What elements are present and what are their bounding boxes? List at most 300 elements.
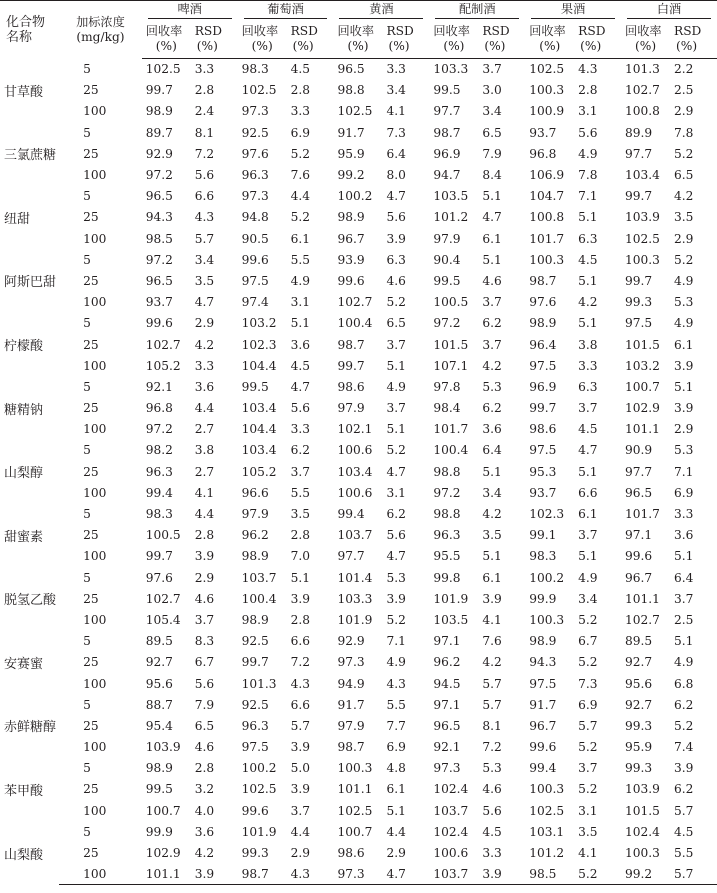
recovery-value: 95.9 bbox=[625, 740, 653, 755]
table-row bbox=[0, 567, 717, 588]
rsd-value: 5.6 bbox=[386, 528, 406, 543]
recovery-value: 94.8 bbox=[241, 210, 269, 225]
rsd-subheader: RSD (%) bbox=[289, 21, 334, 59]
spike-concentration: 100 bbox=[83, 422, 107, 437]
table-row bbox=[0, 376, 717, 397]
rsd-value: 7.2 bbox=[194, 146, 215, 161]
rsd-value: 3.7 bbox=[290, 803, 310, 818]
recovery-value: 92.5 bbox=[241, 697, 269, 712]
rsd-value: 7.2 bbox=[482, 740, 502, 755]
rsd-value: 4.7 bbox=[384, 864, 429, 885]
rsd-value: 3.7 bbox=[578, 761, 598, 776]
rsd-value: 2.9 bbox=[290, 846, 310, 861]
beverage-header-baijiu: 白酒 bbox=[621, 1, 717, 21]
recovery-value: 101.5 bbox=[625, 803, 660, 818]
recovery-value: 97.2 bbox=[145, 168, 173, 183]
rsd-subheader: RSD (%) bbox=[576, 21, 621, 59]
recovery-value: 100.9 bbox=[529, 104, 565, 119]
rsd-value: 3.7 bbox=[578, 528, 598, 543]
recovery-value: 101.5 bbox=[625, 337, 660, 352]
rsd-value: 2.9 bbox=[674, 104, 694, 119]
recovery-value: 101.7 bbox=[433, 422, 469, 437]
rsd-value: 3.7 bbox=[482, 62, 502, 77]
recovery-value: 102.7 bbox=[625, 612, 660, 627]
rsd-value: 8.1 bbox=[482, 718, 502, 733]
recovery-value: 101.3 bbox=[241, 676, 277, 691]
spike-concentration: 5 bbox=[83, 125, 91, 140]
recovery-value: 103.3 bbox=[433, 62, 469, 77]
recovery-value: 97.5 bbox=[529, 443, 557, 458]
table-row bbox=[0, 461, 717, 482]
rsd-value: 3.7 bbox=[482, 295, 502, 310]
recovery-value: 92.7 bbox=[625, 697, 653, 712]
rsd-value: 4.4 bbox=[194, 401, 215, 416]
rsd-value: 5.7 bbox=[674, 803, 694, 818]
recovery-value: 100.6 bbox=[337, 485, 373, 500]
compound-name: 赤鲜糖醇 bbox=[4, 720, 57, 736]
recovery-value: 97.9 bbox=[241, 507, 269, 522]
rsd-value: 3.1 bbox=[386, 485, 406, 500]
rsd-value: 5.6 bbox=[578, 125, 598, 140]
recovery-value: 98.5 bbox=[145, 231, 173, 246]
rsd-value: 5.3 bbox=[482, 761, 502, 776]
recovery-value: 97.7 bbox=[433, 104, 461, 119]
rsd-value: 3.1 bbox=[578, 803, 598, 818]
recovery-value: 93.7 bbox=[529, 485, 557, 500]
rsd-value: 7.9 bbox=[482, 146, 502, 161]
recovery-value: 97.1 bbox=[433, 634, 461, 649]
table-row bbox=[0, 355, 717, 376]
rsd-value: 6.7 bbox=[194, 655, 215, 670]
rsd-value: 6.2 bbox=[674, 697, 694, 712]
recovery-value: 96.8 bbox=[145, 401, 173, 416]
rsd-value: 5.2 bbox=[386, 443, 406, 458]
recovery-value: 93.7 bbox=[529, 125, 557, 140]
rsd-value: 4.5 bbox=[290, 62, 310, 77]
recovery-value: 97.5 bbox=[625, 316, 653, 331]
recovery-value: 103.5 bbox=[433, 612, 469, 627]
rsd-value: 2.2 bbox=[674, 62, 694, 77]
rsd-value: 3.9 bbox=[386, 591, 406, 606]
rsd-value: 3.0 bbox=[482, 83, 502, 98]
rsd-value: 4.2 bbox=[674, 189, 694, 204]
recovery-value: 103.9 bbox=[145, 740, 181, 755]
recovery-value: 103.7 bbox=[433, 803, 469, 818]
rsd-value: 6.2 bbox=[674, 782, 694, 797]
recovery-subheader: 回收率 (%) bbox=[333, 21, 384, 59]
table-row bbox=[0, 715, 717, 736]
recovery-subheader: 回收率 (%) bbox=[142, 21, 193, 59]
rsd-value: 3.9 bbox=[482, 591, 502, 606]
recovery-value: 99.7 bbox=[337, 358, 365, 373]
recovery-value: 102.7 bbox=[145, 591, 181, 606]
rsd-value: 5.1 bbox=[482, 549, 502, 564]
recovery-value: 98.9 bbox=[145, 104, 173, 119]
rsd-value: 2.9 bbox=[386, 846, 406, 861]
rsd-value: 3.8 bbox=[578, 337, 598, 352]
rsd-value: 3.5 bbox=[194, 273, 215, 288]
recovery-value: 103.4 bbox=[241, 443, 277, 458]
rsd-value: 3.3 bbox=[290, 422, 310, 437]
spike-concentration: 25 bbox=[83, 273, 99, 288]
table-row bbox=[0, 80, 717, 101]
recovery-value: 104.4 bbox=[241, 422, 277, 437]
rsd-value: 3.3 bbox=[386, 62, 406, 77]
rsd-value: 5.5 bbox=[386, 697, 406, 712]
recovery-value: 97.2 bbox=[433, 316, 461, 331]
rsd-value: 5.1 bbox=[578, 210, 598, 225]
compound-header-line1: 化合物 bbox=[6, 14, 46, 30]
spike-concentration: 5 bbox=[83, 697, 91, 712]
spike-concentration: 100 bbox=[83, 676, 107, 691]
recovery-value: 98.8 bbox=[337, 83, 365, 98]
recovery-value: 100.5 bbox=[145, 528, 181, 543]
compound-name: 阿斯巴甜 bbox=[4, 275, 57, 291]
recovery-value: 101.1 bbox=[625, 422, 660, 437]
rsd-value: 3.3 bbox=[674, 507, 694, 522]
recovery-value: 98.8 bbox=[433, 464, 461, 479]
rsd-value: 6.8 bbox=[674, 676, 694, 691]
recovery-value: 99.5 bbox=[433, 273, 461, 288]
recovery-value: 98.7 bbox=[529, 273, 557, 288]
rsd-value: 6.4 bbox=[482, 443, 502, 458]
rsd-value: 3.1 bbox=[290, 295, 310, 310]
rsd-value: 3.7 bbox=[578, 401, 598, 416]
rsd-value: 7.3 bbox=[386, 125, 406, 140]
recovery-value: 98.9 bbox=[241, 549, 269, 564]
rsd-value: 4.2 bbox=[482, 507, 502, 522]
spike-concentration: 100 bbox=[83, 549, 107, 564]
recovery-value: 98.7 bbox=[238, 864, 289, 885]
spike-concentration: 100 bbox=[83, 168, 107, 183]
table-row bbox=[0, 864, 717, 885]
recovery-value: 98.4 bbox=[433, 401, 461, 416]
rsd-value: 3.7 bbox=[482, 337, 502, 352]
rsd-value: 5.1 bbox=[290, 570, 310, 585]
recovery-value: 99.5 bbox=[241, 379, 269, 394]
recovery-value: 97.5 bbox=[241, 273, 269, 288]
rsd-value: 3.8 bbox=[194, 443, 215, 458]
rsd-value: 6.2 bbox=[386, 507, 406, 522]
rsd-value: 2.4 bbox=[194, 104, 215, 119]
rsd-value: 4.3 bbox=[289, 864, 334, 885]
recovery-value: 96.6 bbox=[241, 485, 269, 500]
compound-name: 安赛蜜 bbox=[4, 656, 44, 672]
recovery-value: 99.7 bbox=[241, 655, 269, 670]
recovery-value: 97.3 bbox=[241, 189, 269, 204]
spike-concentration: 100 bbox=[83, 104, 107, 119]
recovery-value: 96.5 bbox=[337, 62, 365, 77]
rsd-value: 4.9 bbox=[674, 655, 694, 670]
recovery-value: 89.5 bbox=[145, 634, 173, 649]
table-row bbox=[0, 419, 717, 440]
rsd-value: 6.5 bbox=[194, 718, 215, 733]
rsd-value: 5.1 bbox=[578, 316, 598, 331]
recovery-value: 97.9 bbox=[337, 718, 365, 733]
table-row bbox=[0, 652, 717, 673]
recovery-value: 99.3 bbox=[625, 718, 653, 733]
recovery-value: 104.4 bbox=[241, 358, 277, 373]
rsd-value: 4.5 bbox=[578, 422, 598, 437]
recovery-value: 103.2 bbox=[241, 316, 277, 331]
rsd-value: 4.2 bbox=[482, 655, 502, 670]
recovery-value: 92.7 bbox=[145, 655, 173, 670]
recovery-value: 91.7 bbox=[337, 125, 365, 140]
rsd-value: 5.5 bbox=[290, 252, 310, 267]
recovery-value: 95.5 bbox=[433, 549, 461, 564]
rsd-value: 2.8 bbox=[290, 528, 310, 543]
recovery-value: 99.6 bbox=[337, 273, 365, 288]
recovery-value: 95.3 bbox=[529, 464, 557, 479]
recovery-value: 103.1 bbox=[529, 824, 565, 839]
table-row bbox=[0, 207, 717, 228]
recovery-value: 98.9 bbox=[337, 210, 365, 225]
rsd-value: 5.1 bbox=[674, 379, 694, 394]
rsd-value: 3.5 bbox=[482, 528, 502, 543]
recovery-value: 92.5 bbox=[241, 125, 269, 140]
rsd-value: 5.7 bbox=[194, 231, 215, 246]
rsd-value: 6.1 bbox=[482, 570, 502, 585]
rsd-value: 5.2 bbox=[386, 295, 406, 310]
rsd-value: 5.2 bbox=[674, 146, 694, 161]
spike-concentration: 5 bbox=[83, 379, 91, 394]
beverage-header-yellow-wine: 黄酒 bbox=[333, 1, 429, 21]
table-row bbox=[0, 164, 717, 185]
compound-name: 三氯蔗糖 bbox=[4, 148, 57, 164]
recovery-value: 99.4 bbox=[145, 485, 173, 500]
table-row bbox=[0, 779, 717, 800]
rsd-value: 5.7 bbox=[482, 676, 502, 691]
compound-header-line2: 名称 bbox=[6, 29, 33, 45]
recovery-value: 101.9 bbox=[337, 612, 373, 627]
rsd-value: 7.8 bbox=[674, 125, 694, 140]
recovery-value: 100.3 bbox=[529, 782, 565, 797]
recovery-value: 96.5 bbox=[625, 485, 653, 500]
rsd-value: 5.6 bbox=[194, 676, 215, 691]
recovery-value: 102.7 bbox=[625, 83, 660, 98]
recovery-value: 93.7 bbox=[145, 295, 173, 310]
compound-header bbox=[0, 1, 59, 59]
table-row bbox=[0, 292, 717, 313]
recovery-value: 98.6 bbox=[337, 846, 365, 861]
rsd-value: 3.9 bbox=[480, 864, 525, 885]
rsd-value: 5.6 bbox=[194, 168, 215, 183]
recovery-value: 105.2 bbox=[241, 464, 277, 479]
rsd-value: 7.6 bbox=[290, 168, 310, 183]
rsd-value: 8.4 bbox=[482, 168, 502, 183]
recovery-value: 97.3 bbox=[337, 655, 365, 670]
recovery-value: 99.6 bbox=[241, 252, 269, 267]
recovery-value: 94.7 bbox=[433, 168, 461, 183]
compound-name: 纽甜 bbox=[4, 211, 31, 227]
rsd-value: 4.4 bbox=[290, 189, 310, 204]
recovery-value: 100.3 bbox=[625, 252, 660, 267]
recovery-value: 96.5 bbox=[145, 189, 173, 204]
rsd-value: 2.8 bbox=[290, 83, 310, 98]
rsd-value: 3.5 bbox=[674, 210, 694, 225]
rsd-value: 7.9 bbox=[194, 697, 215, 712]
recovery-value: 100.7 bbox=[337, 824, 373, 839]
rsd-value: 5.1 bbox=[386, 422, 406, 437]
compound-name: 苯甲酸 bbox=[4, 783, 44, 799]
rsd-subheader: RSD (%) bbox=[193, 21, 238, 59]
recovery-value: 100.3 bbox=[337, 761, 373, 776]
rsd-value: 3.7 bbox=[290, 464, 310, 479]
recovery-value: 97.7 bbox=[625, 146, 653, 161]
rsd-value: 3.6 bbox=[194, 379, 215, 394]
recovery-value: 100.3 bbox=[529, 83, 565, 98]
recovery-value: 97.3 bbox=[433, 761, 461, 776]
rsd-value: 6.1 bbox=[578, 507, 598, 522]
rsd-value: 6.5 bbox=[482, 125, 502, 140]
spike-concentration: 5 bbox=[83, 189, 91, 204]
table-row bbox=[0, 334, 717, 355]
rsd-value: 5.7 bbox=[578, 718, 598, 733]
rsd-subheader: RSD (%) bbox=[480, 21, 525, 59]
spike-concentration: 25 bbox=[83, 718, 99, 733]
spike-concentration: 100 bbox=[83, 231, 107, 246]
rsd-value: 4.9 bbox=[578, 146, 598, 161]
rsd-value: 4.5 bbox=[578, 252, 598, 267]
rsd-value: 4.1 bbox=[482, 612, 502, 627]
recovery-value: 97.6 bbox=[241, 146, 269, 161]
rsd-value: 4.0 bbox=[194, 803, 215, 818]
rsd-value: 6.3 bbox=[578, 231, 598, 246]
recovery-value: 100.5 bbox=[433, 295, 469, 310]
rsd-value: 6.9 bbox=[386, 740, 406, 755]
recovery-value: 103.4 bbox=[337, 464, 373, 479]
rsd-value: 3.3 bbox=[482, 846, 502, 861]
rsd-value: 5.2 bbox=[578, 612, 598, 627]
recovery-value: 99.2 bbox=[621, 864, 672, 885]
rsd-value: 5.1 bbox=[482, 464, 502, 479]
recovery-value: 98.7 bbox=[337, 740, 365, 755]
recovery-value: 98.3 bbox=[529, 549, 557, 564]
recovery-value: 102.5 bbox=[625, 231, 660, 246]
rsd-value: 3.4 bbox=[386, 83, 406, 98]
recovery-value: 103.3 bbox=[337, 591, 373, 606]
recovery-value: 99.6 bbox=[625, 549, 653, 564]
rsd-value: 3.9 bbox=[290, 782, 310, 797]
rsd-value: 3.9 bbox=[290, 591, 310, 606]
recovery-value: 97.1 bbox=[433, 697, 461, 712]
recovery-value: 90.4 bbox=[433, 252, 461, 267]
table-row bbox=[0, 821, 717, 842]
recovery-subheader: 回收率 (%) bbox=[238, 21, 289, 59]
table-row bbox=[0, 609, 717, 630]
rsd-value: 5.6 bbox=[290, 401, 310, 416]
rsd-value: 3.6 bbox=[674, 528, 694, 543]
recovery-value: 99.6 bbox=[241, 803, 269, 818]
rsd-value: 2.9 bbox=[674, 422, 694, 437]
rsd-value: 5.2 bbox=[674, 252, 694, 267]
rsd-value: 6.4 bbox=[674, 570, 694, 585]
recovery-value: 100.2 bbox=[241, 761, 277, 776]
spike-concentration: 5 bbox=[83, 252, 91, 267]
recovery-value: 98.9 bbox=[145, 761, 173, 776]
recovery-value: 99.3 bbox=[241, 846, 269, 861]
compound-name: 甘草酸 bbox=[4, 84, 44, 100]
rsd-value: 4.4 bbox=[194, 507, 215, 522]
spike-concentration: 100 bbox=[83, 295, 107, 310]
recovery-value: 99.9 bbox=[529, 591, 557, 606]
recovery-value: 96.3 bbox=[241, 718, 269, 733]
recovery-value: 98.9 bbox=[241, 612, 269, 627]
recovery-value: 101.1 bbox=[625, 591, 660, 606]
recovery-value: 92.1 bbox=[433, 740, 461, 755]
recovery-value: 96.7 bbox=[625, 570, 653, 585]
recovery-value: 99.2 bbox=[337, 168, 365, 183]
rsd-value: 5.7 bbox=[672, 864, 717, 885]
spike-concentration: 100 bbox=[83, 358, 107, 373]
recovery-value: 100.4 bbox=[337, 316, 373, 331]
rsd-value: 5.1 bbox=[482, 189, 502, 204]
spike-concentration: 5 bbox=[83, 634, 91, 649]
rsd-value: 7.8 bbox=[578, 168, 598, 183]
recovery-value: 103.7 bbox=[429, 864, 480, 885]
recovery-value: 96.5 bbox=[433, 718, 461, 733]
recovery-subheader: 回收率 (%) bbox=[429, 21, 480, 59]
compound-name: 糖精钠 bbox=[4, 402, 44, 418]
table-row bbox=[0, 800, 717, 821]
recovery-value: 102.5 bbox=[529, 803, 565, 818]
spike-concentration: 25 bbox=[83, 464, 99, 479]
recovery-value: 93.9 bbox=[337, 252, 365, 267]
rsd-value: 5.2 bbox=[578, 655, 598, 670]
rsd-value: 2.7 bbox=[194, 464, 215, 479]
rsd-value: 5.1 bbox=[386, 358, 406, 373]
recovery-value: 94.3 bbox=[529, 655, 557, 670]
spike-concentration: 25 bbox=[83, 528, 99, 543]
spike-concentration: 100 bbox=[83, 740, 107, 755]
rsd-value: 3.5 bbox=[290, 507, 310, 522]
recovery-value: 98.7 bbox=[433, 125, 461, 140]
recovery-value: 102.5 bbox=[337, 803, 373, 818]
rsd-value: 6.4 bbox=[386, 146, 406, 161]
rsd-value: 3.7 bbox=[674, 591, 694, 606]
recovery-value: 99.7 bbox=[625, 273, 653, 288]
recovery-value: 96.3 bbox=[241, 168, 269, 183]
rsd-value: 2.9 bbox=[194, 316, 215, 331]
recovery-value: 97.2 bbox=[145, 422, 173, 437]
recovery-value: 95.4 bbox=[145, 718, 173, 733]
beverage-header-wine: 葡萄酒 bbox=[238, 1, 334, 21]
recovery-value: 103.4 bbox=[625, 168, 660, 183]
rsd-value: 4.1 bbox=[386, 104, 406, 119]
recovery-value: 96.7 bbox=[529, 718, 557, 733]
recovery-value: 96.5 bbox=[145, 273, 173, 288]
table-row bbox=[0, 101, 717, 122]
recovery-value: 97.9 bbox=[337, 401, 365, 416]
recovery-value: 99.4 bbox=[337, 507, 365, 522]
recovery-value: 96.2 bbox=[433, 655, 461, 670]
recovery-value: 95.9 bbox=[337, 146, 365, 161]
rsd-value: 3.3 bbox=[194, 62, 215, 77]
recovery-value: 92.1 bbox=[145, 379, 173, 394]
recovery-value: 101.7 bbox=[529, 231, 565, 246]
recovery-value: 102.5 bbox=[337, 104, 373, 119]
recovery-value: 102.5 bbox=[145, 62, 181, 77]
recovery-value: 89.9 bbox=[625, 125, 653, 140]
rsd-value: 3.2 bbox=[194, 782, 215, 797]
rsd-value: 2.9 bbox=[194, 570, 215, 585]
recovery-value: 102.7 bbox=[337, 295, 373, 310]
recovery-value: 97.3 bbox=[241, 104, 269, 119]
recovery-value: 97.1 bbox=[625, 528, 653, 543]
rsd-value: 5.7 bbox=[482, 697, 502, 712]
recovery-value: 92.5 bbox=[241, 634, 269, 649]
recovery-value: 95.6 bbox=[145, 676, 173, 691]
